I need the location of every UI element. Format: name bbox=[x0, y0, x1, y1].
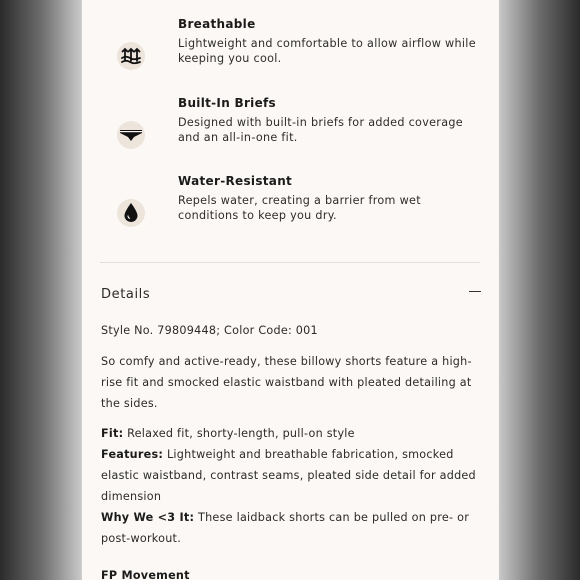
feature-built-in-briefs bbox=[82, 96, 499, 156]
details-title: Details bbox=[101, 287, 151, 302]
fp-movement-heading: FP Movement bbox=[101, 569, 190, 580]
features-spec bbox=[101, 444, 483, 507]
feature-title: Built-In Briefs bbox=[178, 96, 276, 110]
fit-spec bbox=[101, 423, 483, 444]
why-spec bbox=[101, 507, 483, 549]
features-value: Lightweight and breathable fabrication, smocked elastic waistband, contrast seams, pleated side detail for added dimension bbox=[101, 448, 476, 503]
why-value: These laidback shorts can be pulled on pre- or post-workout. bbox=[101, 511, 470, 545]
product-details-panel bbox=[82, 0, 499, 580]
details-accordion-header[interactable] bbox=[101, 283, 481, 303]
style-number: Style No. 79809448; Color Code: 001 bbox=[101, 324, 318, 337]
why-label: Why We <3 It: bbox=[101, 511, 195, 524]
minus-icon[interactable] bbox=[469, 291, 481, 292]
spec-list bbox=[101, 423, 483, 549]
features-label: Features: bbox=[101, 448, 164, 461]
feature-description: Repels water, creating a barrier from wet conditions to keep you dry. bbox=[178, 194, 421, 222]
feature-title: Breathable bbox=[178, 17, 256, 31]
feature-description: Designed with built-in briefs for added coverage and an all-in-one fit. bbox=[178, 116, 463, 144]
water-drop-icon bbox=[114, 196, 148, 230]
section-divider bbox=[100, 262, 480, 263]
fit-label: Fit: bbox=[101, 427, 124, 440]
feature-title: Water-Resistant bbox=[178, 174, 293, 188]
airflow-icon bbox=[114, 39, 148, 73]
product-summary: So comfy and active-ready, these billowy shorts feature a high-rise fit and smocked elastic waistband with pleated detailing at the sides. bbox=[101, 355, 472, 410]
feature-description: Lightweight and comfortable to allow airflow while keeping you cool. bbox=[178, 37, 476, 65]
fit-value: Relaxed fit, shorty-length, pull-on style bbox=[123, 427, 355, 440]
feature-breathable bbox=[82, 17, 499, 77]
briefs-icon bbox=[114, 118, 148, 152]
feature-water-resistant bbox=[82, 174, 499, 234]
